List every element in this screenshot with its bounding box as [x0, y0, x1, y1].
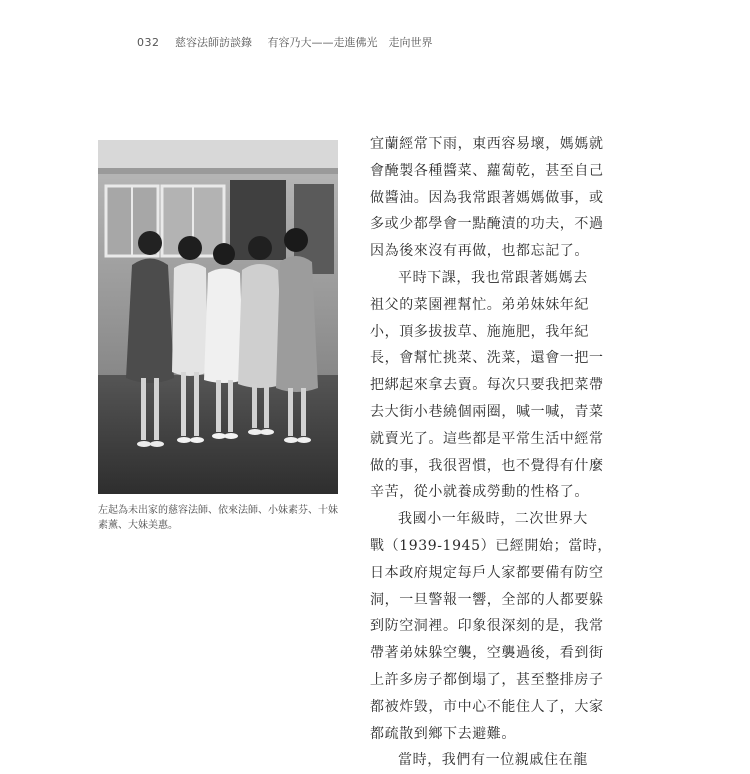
text-line: 都被炸毀，市中心不能住人了，大家	[370, 698, 604, 715]
text-line: 就賣光了。這些都是平常生活中經常	[370, 430, 604, 447]
text-line: 洞，一旦警報一響，全部的人都要躲	[370, 591, 604, 608]
text-line: 多或少都學會一點醃漬的功夫，不過	[370, 216, 604, 233]
running-header	[137, 34, 433, 50]
text-line: 把綁起來拿去賣。每次只要我把菜帶	[370, 377, 604, 394]
text-line: 當時，我們有一位親戚住在龍	[398, 752, 588, 769]
text-line: 上許多房子都倒塌了，甚至整排房子	[370, 671, 604, 688]
text-line: 去大街小巷繞個兩圈，喊一喊，青菜	[370, 403, 604, 420]
text-line: 辛苦，從小就養成勞動的性格了。	[370, 484, 589, 501]
text-line: 平時下課，我也常跟著媽媽去	[398, 269, 588, 286]
text-line: 因為後來沒有再做，也都忘記了。	[370, 243, 589, 260]
text-line: 小，頂多拔拔草、施施肥，我年紀	[370, 323, 589, 340]
photo-caption: 左起為未出家的慈容法師、依來法師、小妹素芬、十妹素薰、大妹美惠。	[98, 505, 338, 531]
text-line: 帶著弟妹躲空襲，空襲過後，看到街	[370, 645, 604, 662]
text-line: 都疏散到鄉下去避難。	[370, 725, 516, 742]
text-line: 會醃製各種醬菜、蘿蔔乾，甚至自己	[370, 162, 604, 179]
text-line: 宜蘭經常下雨，東西容易壞，媽媽就	[370, 136, 604, 152]
text-line: 我國小一年級時，二次世界大	[398, 511, 588, 528]
text-line: 到防空洞裡。印象很深刻的是，我常	[370, 618, 604, 635]
text-line: 戰（1939-1945）已經開始；當時，	[370, 537, 612, 554]
text-line: 做的事，我很習慣，也不覺得有什麼	[370, 457, 604, 474]
body-text	[370, 131, 612, 774]
text-line: 做醬油。因為我常跟著媽媽做事，或	[370, 189, 604, 206]
group-photo	[98, 140, 338, 494]
text-line: 日本政府規定每戶人家都要備有防空	[370, 564, 604, 581]
chapter-title: 有容乃大——走進佛光 走向世界	[267, 36, 433, 49]
text-line: 祖父的菜園裡幫忙。弟弟妹妹年紀	[370, 296, 589, 313]
page-number: 032	[137, 36, 160, 49]
text-line: 長，會幫忙挑菜、洗菜，還會一把一	[370, 350, 604, 367]
book-title: 慈容法師訪談錄	[175, 36, 252, 49]
